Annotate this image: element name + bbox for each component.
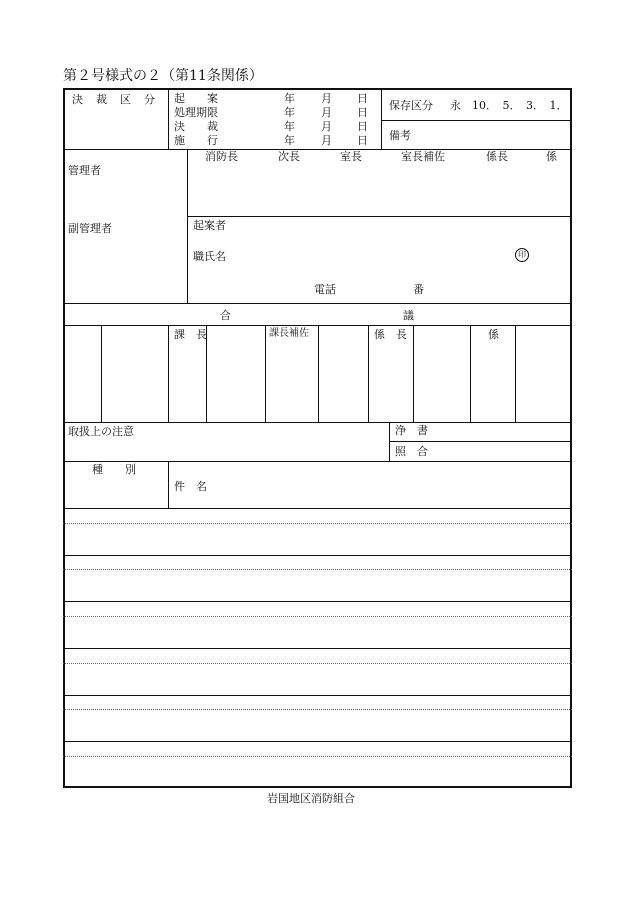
divider	[187, 216, 572, 217]
divider	[265, 325, 266, 422]
approver-title: 室長	[340, 150, 362, 163]
clean-copy-label: 浄 書	[395, 424, 428, 437]
ruled-line	[63, 523, 572, 524]
phone-label: 電話	[314, 283, 336, 296]
deadline-year: 年	[284, 106, 295, 119]
divider	[168, 325, 169, 422]
deadline-date-label: 処理期限	[174, 106, 218, 119]
divider	[168, 461, 169, 508]
approver-title: 係長	[486, 150, 508, 163]
deadline-month: 月	[321, 106, 332, 119]
divider	[63, 422, 572, 423]
ruled-line	[63, 741, 572, 742]
approver-title: 室長補佐	[401, 150, 445, 163]
ruled-line	[63, 709, 572, 710]
enforcement-year: 年	[284, 134, 295, 147]
divider	[389, 441, 572, 442]
phone-suffix: 番	[413, 283, 424, 296]
divider	[515, 325, 516, 422]
draft-month: 月	[321, 92, 332, 105]
remarks-label: 備考	[389, 129, 411, 142]
approval-month: 月	[321, 120, 332, 133]
consultation-title: 課長補佐	[269, 328, 309, 339]
form-frame	[63, 88, 572, 788]
sub-manager-label: 副管理者	[68, 222, 112, 235]
deadline-day: 日	[357, 106, 368, 119]
drafter-label: 起案者	[193, 219, 226, 232]
retention-value: 永 10． 5． 3． 1．	[450, 99, 568, 112]
form-title: 第２号様式の２（第11条関係）	[63, 68, 263, 84]
draft-year: 年	[284, 92, 295, 105]
approval-day: 日	[357, 120, 368, 133]
handling-label: 取扱上の注意	[68, 425, 134, 438]
check-label: 照 合	[395, 445, 428, 458]
enforcement-day: 日	[357, 134, 368, 147]
name-label: 職氏名	[193, 250, 226, 263]
consultation-label-left: 合	[220, 309, 231, 322]
divider	[470, 325, 471, 422]
ruled-line	[63, 695, 572, 696]
approval-year: 年	[284, 120, 295, 133]
seal-mark: 印	[515, 248, 529, 262]
consultation-title: 課 長	[174, 328, 207, 341]
organization-name: 岩国地区消防組合	[267, 792, 355, 805]
subject-label: 件 名	[174, 480, 207, 493]
approver-title: 次長	[278, 150, 300, 163]
divider	[381, 120, 572, 121]
approver-title: 係	[546, 150, 557, 163]
enforcement-date-label: 施 行	[174, 134, 218, 147]
ruled-line	[63, 555, 572, 556]
ruled-line	[63, 648, 572, 649]
divider	[63, 508, 572, 509]
divider	[368, 325, 369, 422]
divider	[187, 149, 188, 303]
divider	[101, 325, 102, 422]
draft-day: 日	[357, 92, 368, 105]
retention-label: 保存区分	[389, 99, 433, 112]
approval-date-label: 決 裁	[174, 120, 218, 133]
ruled-line	[63, 569, 572, 570]
enforcement-month: 月	[321, 134, 332, 147]
divider	[168, 88, 169, 150]
approver-title: 消防長	[205, 150, 238, 163]
divider	[389, 422, 390, 462]
divider	[63, 461, 572, 462]
consultation-title: 係 長	[374, 328, 407, 341]
category-label: 種 別	[92, 463, 136, 476]
consultation-label-right: 議	[403, 309, 414, 322]
draft-date-label: 起 案	[174, 92, 218, 105]
consultation-title: 係	[488, 328, 499, 341]
divider	[318, 325, 319, 422]
ruled-line	[63, 601, 572, 602]
divider	[413, 325, 414, 422]
decision-type-label: 決 裁 区 分	[72, 93, 156, 106]
ruled-line	[63, 663, 572, 664]
divider	[63, 303, 572, 304]
ruled-line	[63, 756, 572, 757]
ruled-line	[63, 616, 572, 617]
divider	[381, 88, 382, 150]
manager-label: 管理者	[68, 164, 101, 177]
